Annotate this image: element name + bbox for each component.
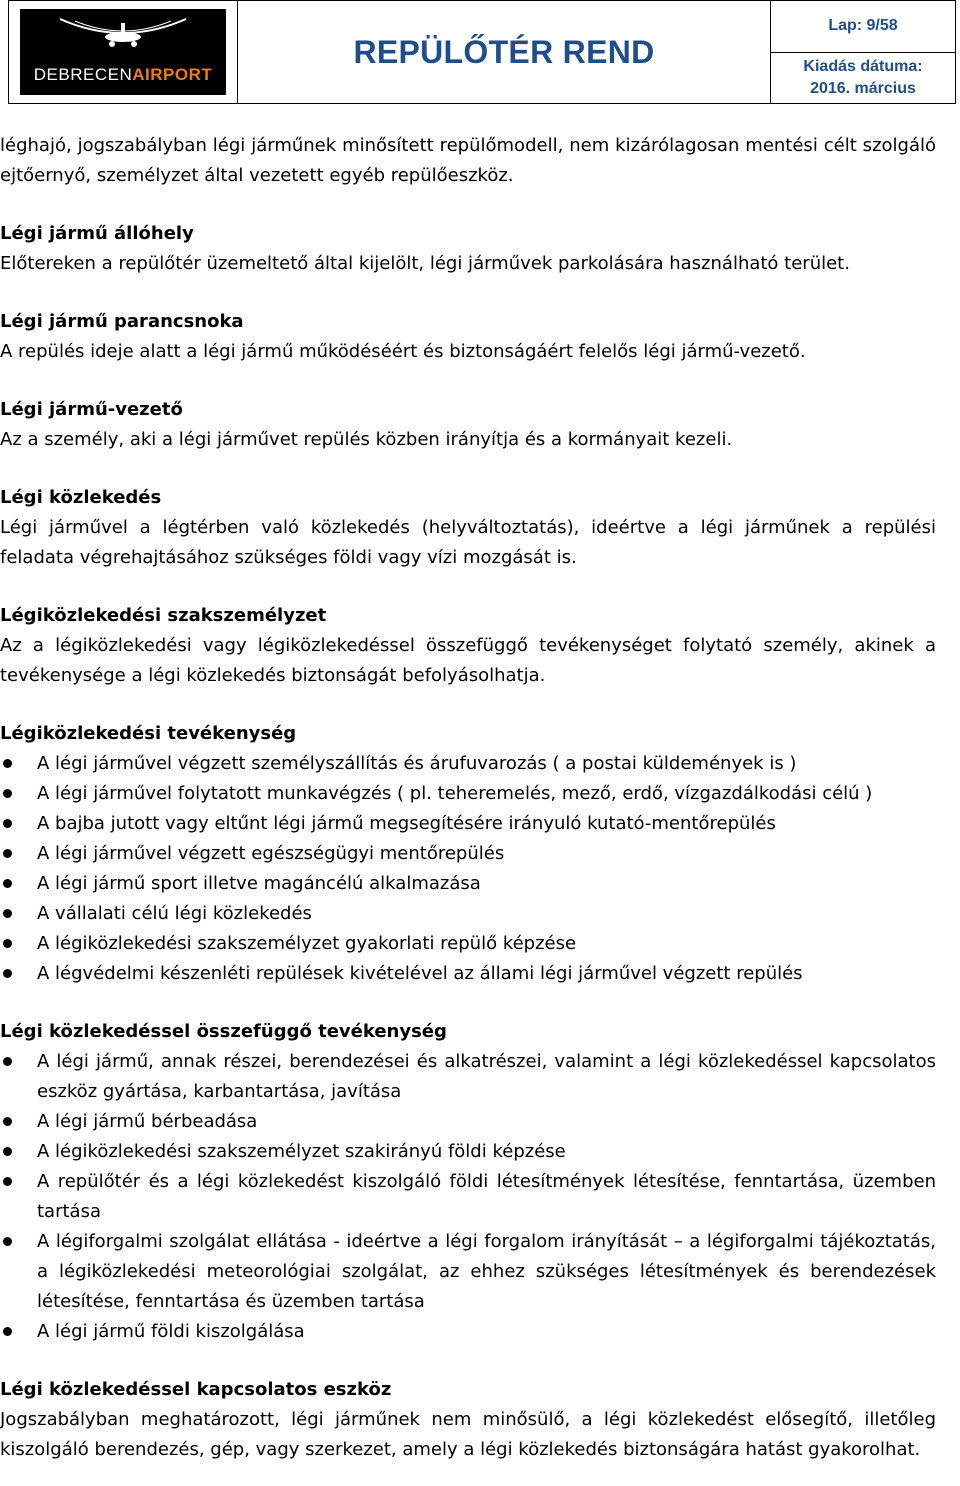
- meta-cell: [771, 1, 955, 103]
- definition-term: Légi jármű állóhely: [0, 223, 194, 244]
- list-item: A légiforgalmi szolgálat ellátása - ideértve a légi forgalom irányítását – a légiforgalmi tájékoztatás, a légiközlekedési meteorológiai szolgálat, az ehhez szükséges létesítmények és berendezések létesítése, fenntartása és üzemben tartása: [0, 1227, 936, 1317]
- definition-text: Jogszabályban meghatározott, légi járműnek nem minősülő, a légi közlekedést elősegítő, illetőleg kiszolgáló berendezés, gép, vagy szerkezet, amely a légi közlekedés biztonságára hatást gyakorolhat.: [0, 1409, 936, 1460]
- definition-term: Légiközlekedési szakszemélyzet: [0, 605, 327, 626]
- definition-text: A repülés ideje alatt a légi jármű működéséért és biztonságáért felelős légi jármű-vezető.: [0, 341, 806, 362]
- issue-info: [771, 53, 955, 104]
- issue-label: Kiadás dátuma:: [803, 57, 923, 75]
- definition-term: Légi közlekedéssel kapcsolatos eszköz: [0, 1379, 392, 1400]
- logo-cell: [9, 1, 238, 103]
- list-item: A légi jármű földi kiszolgálása: [0, 1317, 936, 1347]
- airplane-icon: [20, 9, 226, 69]
- debrecen-airport-logo: [20, 9, 226, 95]
- definition-term: Légi jármű-vezető: [0, 399, 183, 420]
- definition-term: Légi közlekedéssel összefüggő tevékenység: [0, 1021, 447, 1042]
- definition-parancsnok: [0, 307, 936, 367]
- definition-text: Légi járművel a légtérben való közlekedés (helyváltoztatás), ideértve a légi járműnek a repülési feladata végrehajtásához szükséges földi vagy vízi mozgását is.: [0, 517, 936, 568]
- list-item: A légi jármű, annak részei, berendezései és alkatrészei, valamint a légi közlekedéssel kapcsolatos eszköz gyártása, karbantartása, javítása: [0, 1047, 936, 1107]
- list-item: A repülőtér és a légi közlekedést kiszolgáló földi létesítmények létesítése, fenntartása, üzemben tartása: [0, 1167, 936, 1227]
- list-item: A légi járművel végzett személyszállítás és árufuvarozás ( a postai küldemények is ): [0, 749, 936, 779]
- definition-allohely: [0, 219, 936, 279]
- list-item: A légi járművel folytatott munkavégzés ( pl. teheremelés, mező, erdő, vízgazdálkodási célú ): [0, 779, 936, 809]
- logo-wordmark: DEBRECENAIRPORT: [33, 65, 213, 84]
- document-title: REPÜLŐTÉR REND: [353, 33, 655, 70]
- definition-term: Légi jármű parancsnoka: [0, 311, 244, 332]
- definition-term: Légiközlekedési tevékenység: [0, 723, 297, 744]
- page-number: Lap: 9/58: [771, 1, 955, 53]
- definition-vezeto: [0, 395, 936, 455]
- intro-paragraph: léghajó, jogszabályban légi járműnek minősített repülőmodell, nem kizárólagosan mentési célt szolgáló ejtőernyő, személyzet által vezetett egyéb repülőeszköz.: [0, 135, 936, 186]
- list-item: A vállalati célú légi közlekedés: [0, 899, 936, 929]
- list-item: A légi járművel végzett egészségügyi mentőrepülés: [0, 839, 936, 869]
- list-item: A légi jármű sport illetve magáncélú alkalmazása: [0, 869, 936, 899]
- definition-text: Az a légiközlekedési vagy légiközlekedéssel összefüggő tevékenységet folytató személy, akinek a tevékenysége a légi közlekedés biztonságát befolyásolhatja.: [0, 635, 936, 686]
- bullet-list: [0, 1047, 936, 1347]
- document-body: [0, 131, 936, 1465]
- list-item: A légiközlekedési szakszemélyzet szakirányú földi képzése: [0, 1137, 936, 1167]
- definition-legi-kozlekedes: [0, 483, 936, 573]
- list-item: A légvédelmi készenléti repülések kivételével az állami légi járművel végzett repülés: [0, 959, 936, 989]
- definition-text: Az a személy, aki a légi járművet repülés közben irányítja és a kormányait kezeli.: [0, 429, 733, 450]
- definition-kapcsolatos-eszkoz: [0, 1375, 936, 1465]
- bullet-list: [0, 749, 936, 989]
- definition-osszefuggo-tevekenyseg: [0, 1017, 936, 1347]
- definition-tevekenyseg: [0, 719, 936, 989]
- list-item: A légiközlekedési szakszemélyzet gyakorlati repülő képzése: [0, 929, 936, 959]
- definition-szakszemelyzet: [0, 601, 936, 691]
- issue-date: 2016. március: [810, 79, 916, 97]
- list-item: A légi jármű bérbeadása: [0, 1107, 936, 1137]
- document-header: [8, 0, 956, 104]
- title-cell: [238, 1, 771, 103]
- definition-text: Előtereken a repülőtér üzemeltető által kijelölt, légi járművek parkolására használható terület.: [0, 253, 850, 274]
- list-item: A bajba jutott vagy eltűnt légi jármű megsegítésére irányuló kutató-mentőrepülés: [0, 809, 936, 839]
- definition-term: Légi közlekedés: [0, 487, 162, 508]
